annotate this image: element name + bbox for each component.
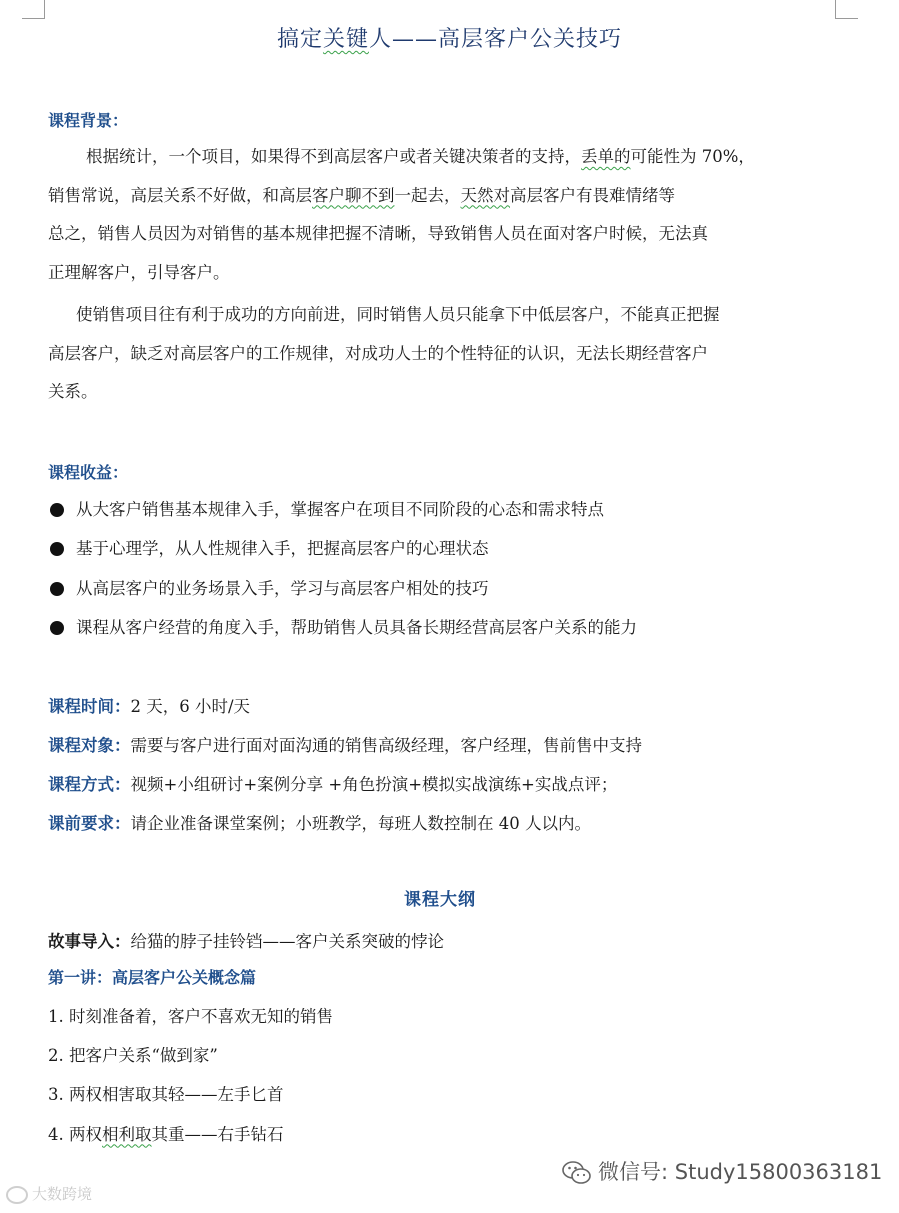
background-paragraph-1 (48, 138, 832, 292)
background-heading: 课程背景： (48, 111, 129, 130)
list-item: 从大客户销售基本规律入手，掌握客户在项目不同阶段的心态和需求特点 (48, 490, 637, 529)
list-item: 2. 把客户关系“做到家” (48, 1046, 218, 1066)
lecture-items (48, 997, 333, 1154)
story-intro: 故事导入：给猫的脖子挂铃铛——客户关系突破的悖论 (48, 932, 444, 951)
spellcheck-mark: 客户聊不到 (312, 185, 395, 205)
text-line: 高层客户，缺乏对高层客户的工作规律，对成功人士的个性特征的认识，无法长期经营客户 (48, 343, 708, 363)
title-part: 搞定 (276, 27, 323, 52)
outline-title: 课程大纲 (404, 890, 476, 910)
benefits-list (48, 490, 637, 648)
lecture-heading: 第一讲：高层客户公关概念篇 (48, 968, 257, 987)
bullet-icon (50, 621, 64, 635)
brand-logo-icon (6, 1186, 28, 1204)
title-part-spellcheck: 关键 (322, 27, 369, 52)
text-line: 正理解客户，引导客户。 (48, 262, 230, 282)
document-title (0, 22, 899, 53)
bullet-icon (50, 542, 64, 556)
list-item: 从高层客户的业务场景入手，学习与高层客户相处的技巧 (48, 569, 637, 608)
list-item: 1. 时刻准备着，客户不喜欢无知的销售 (48, 1007, 333, 1026)
text-line: 使销售项目往有利于成功的方向前进，同时销售人员只能拿下中低层客户，不能真正把握 (76, 305, 720, 324)
spellcheck-mark: 天然对 (460, 185, 510, 205)
watermark-right: 微信号: Study15800363181 (562, 1156, 882, 1186)
list-item: 课程从客户经营的角度入手，帮助销售人员具备长期经营高层客户关系的能力 (48, 608, 637, 647)
course-audience: 课程对象：需要与客户进行面对面沟通的销售高级经理，客户经理，售前售中支持 (48, 736, 642, 755)
text-line: 关系。 (48, 382, 98, 402)
list-item: 基于心理学，从人性规律入手，把握高层客户的心理状态 (48, 529, 637, 568)
background-paragraph-2 (48, 296, 832, 412)
list-item: 4. 两权相利取其重——右手钻石 (48, 1124, 284, 1144)
spellcheck-mark: 相利取 (102, 1124, 152, 1144)
page-corner-mark-top-right (835, 0, 858, 19)
wechat-icon (562, 1160, 592, 1186)
bullet-icon (50, 503, 64, 517)
text-line: 销售常说，高层关系不好做，和高层客户聊不到一起去，天然对高层客户有畏难情绪等 (48, 185, 675, 205)
course-method: 课程方式：视频+小组研讨+案例分享 +角色扮演+模拟实战演练+实战点评； (48, 775, 618, 794)
spellcheck-mark: 丢单的 (581, 147, 631, 166)
list-item: 3. 两权相害取其轻——左手匕首 (48, 1085, 284, 1105)
title-part: 人——高层客户公关技巧 (369, 27, 623, 52)
page-corner-mark-top-left (22, 0, 45, 19)
text-line: 总之，销售人员因为对销售的基本规律把握不清晰，导致销售人员在面对客户时候，无法真 (48, 224, 708, 244)
bullet-icon (50, 582, 64, 596)
benefits-heading: 课程收益： (48, 463, 129, 482)
watermark-left: 大数跨境 (6, 1183, 92, 1204)
course-requirements: 课前要求：请企业准备课堂案例；小班教学，每班人数控制在 40 人以内。 (48, 814, 591, 833)
text-line: 根据统计，一个项目，如果得不到高层客户或者关键决策者的支持，丢单的可能性为 70%， (86, 147, 755, 166)
course-time: 课程时间：2 天，6 小时/天 (48, 697, 251, 716)
